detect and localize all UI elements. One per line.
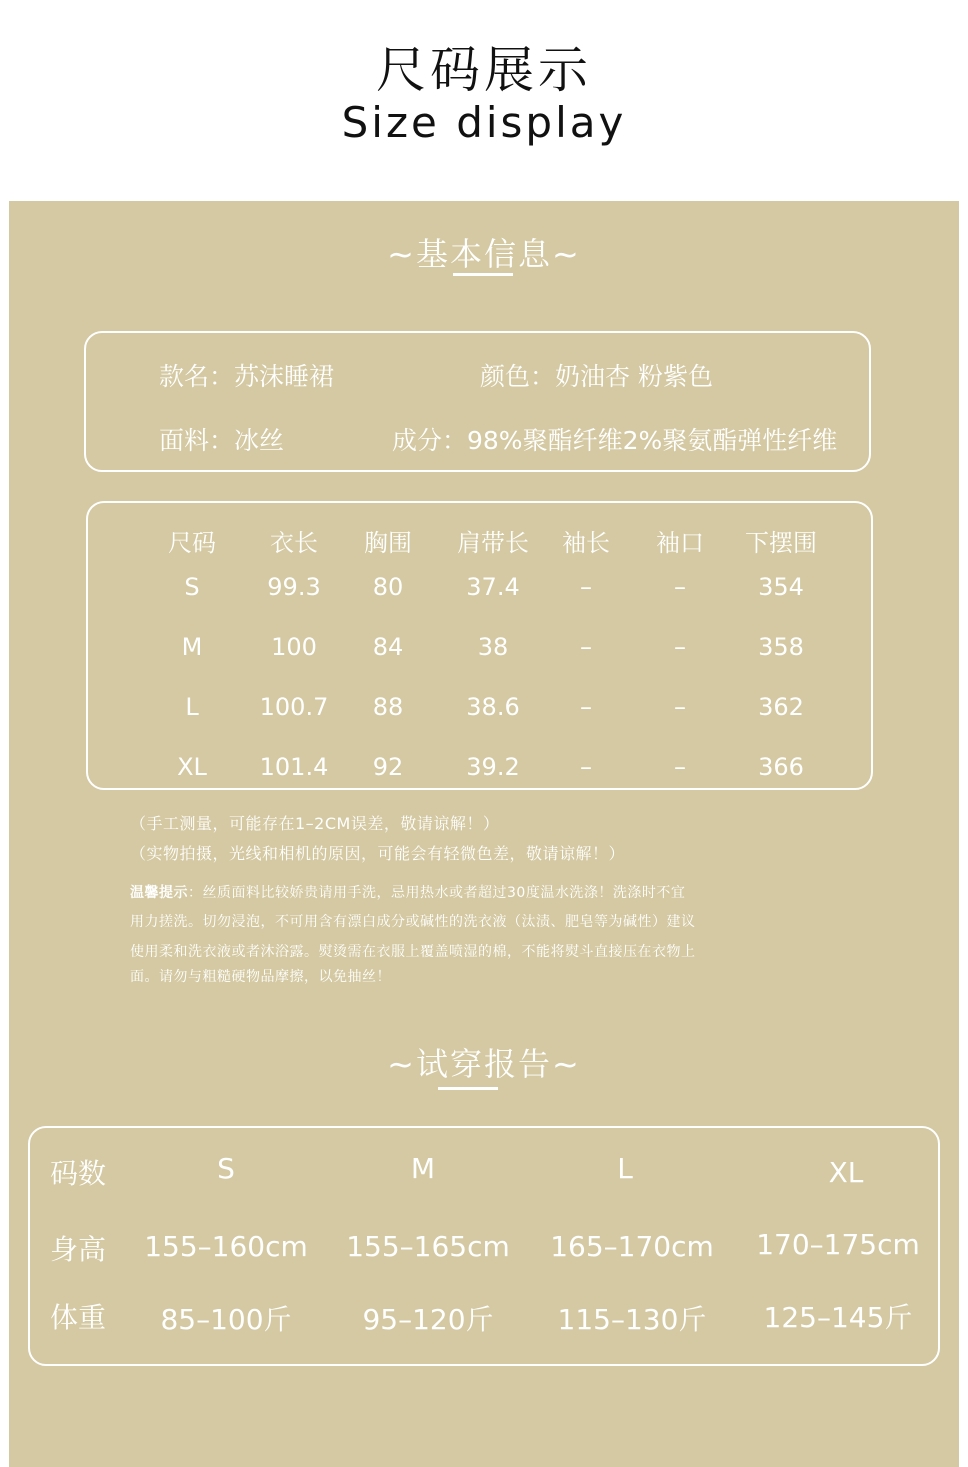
table-cell: –	[674, 693, 686, 721]
size-table-header: 下摆围	[745, 529, 817, 557]
table-cell: 362	[758, 693, 804, 721]
table-cell: –	[674, 573, 686, 601]
fit-weight: 85–100斤	[160, 1303, 292, 1336]
table-cell: M	[181, 633, 203, 661]
fit-weight: 125–145斤	[763, 1301, 913, 1334]
table-cell: –	[674, 633, 686, 661]
product-composition: 成分：98%聚酯纤维2%聚氨酯弹性纤维	[392, 426, 838, 455]
fit-size: S	[217, 1152, 235, 1185]
table-cell: 88	[372, 693, 404, 721]
size-table-header: 胸围	[364, 529, 412, 557]
care-tip-line: 面。请勿与粗糙硬物品摩擦，以免抽丝！	[130, 969, 391, 985]
table-cell: 366	[758, 753, 804, 781]
table-cell: 354	[758, 573, 804, 601]
table-cell: XL	[177, 753, 207, 781]
product-name: 款名：苏沫睡裙	[159, 362, 335, 391]
fit-size-label: 码数	[50, 1157, 107, 1190]
table-cell: –	[674, 753, 686, 781]
size-table-header: 尺码	[168, 529, 216, 557]
table-cell: –	[580, 633, 592, 661]
fit-size: L	[617, 1152, 633, 1185]
color-note: （实物拍摄，光线和相机的原因，可能会有轻微色差，敬请谅解！）	[130, 844, 626, 863]
fit-report-table	[28, 1126, 940, 1366]
size-table-header: 袖口	[656, 529, 704, 557]
table-cell: –	[580, 753, 592, 781]
size-table	[86, 501, 873, 790]
size-table-header: 衣长	[270, 529, 318, 557]
basic-info-box	[84, 331, 871, 472]
fit-height-label: 身高	[50, 1233, 107, 1266]
table-cell: 92	[372, 753, 404, 781]
size-table-header: 肩带长	[457, 529, 529, 557]
table-cell: –	[580, 573, 592, 601]
table-cell: 100.7	[259, 693, 329, 721]
table-cell: 38	[477, 633, 509, 661]
table-cell: 39.2	[466, 753, 520, 781]
size-table-header: 袖长	[562, 529, 610, 557]
fit-size: XL	[828, 1156, 864, 1189]
fit-height: 165–170cm	[550, 1230, 714, 1263]
content-panel	[9, 201, 959, 1467]
table-cell: 101.4	[259, 753, 329, 781]
fit-report-underline	[438, 1087, 498, 1090]
table-cell: 84	[372, 633, 404, 661]
table-cell: 80	[372, 573, 404, 601]
fit-size: M	[410, 1152, 436, 1185]
care-tip-line: 使用柔和洗衣液或者沐浴露。熨烫需在衣服上覆盖喷湿的棉，不能将熨斗直接压在衣物上	[130, 944, 696, 960]
care-tip-label: 温馨提示	[130, 885, 188, 901]
fit-height: 155–165cm	[346, 1230, 510, 1263]
table-cell: 99.3	[267, 573, 321, 601]
fit-report-heading: ~试穿报告~	[387, 1045, 581, 1083]
product-color: 颜色：奶油杏 粉紫色	[480, 362, 713, 391]
table-cell: S	[184, 573, 200, 601]
page-title: 尺码展示	[376, 41, 592, 99]
basic-info-heading: ~基本信息~	[387, 235, 581, 273]
product-fabric: 面料：冰丝	[159, 426, 285, 455]
fit-height: 170–175cm	[756, 1228, 920, 1261]
basic-info-underline	[453, 273, 513, 276]
fit-weight: 95–120斤	[362, 1303, 494, 1336]
fit-weight-label: 体重	[50, 1301, 107, 1334]
fit-weight: 115–130斤	[557, 1303, 707, 1336]
table-cell: 358	[758, 633, 804, 661]
table-cell: 38.6	[466, 693, 520, 721]
table-cell: L	[185, 693, 199, 721]
table-cell: 37.4	[466, 573, 520, 601]
fit-height: 155–160cm	[144, 1230, 308, 1263]
page-subtitle: Size display	[341, 98, 627, 147]
table-cell: –	[580, 693, 592, 721]
table-cell: 100	[271, 633, 317, 661]
care-tip-line: 用力搓洗。切勿浸泡，不可用含有漂白成分或碱性的洗衣液（汰渍、肥皂等为碱性）建议	[130, 914, 696, 930]
measurement-note: （手工测量，可能存在1–2CM误差，敬请谅解！）	[130, 814, 500, 833]
care-tip-text: ：丝质面料比较娇贵请用手洗，忌用热水或者超过30度温水洗涤！洗涤时不宜	[188, 885, 686, 901]
care-tip-line	[130, 882, 685, 902]
